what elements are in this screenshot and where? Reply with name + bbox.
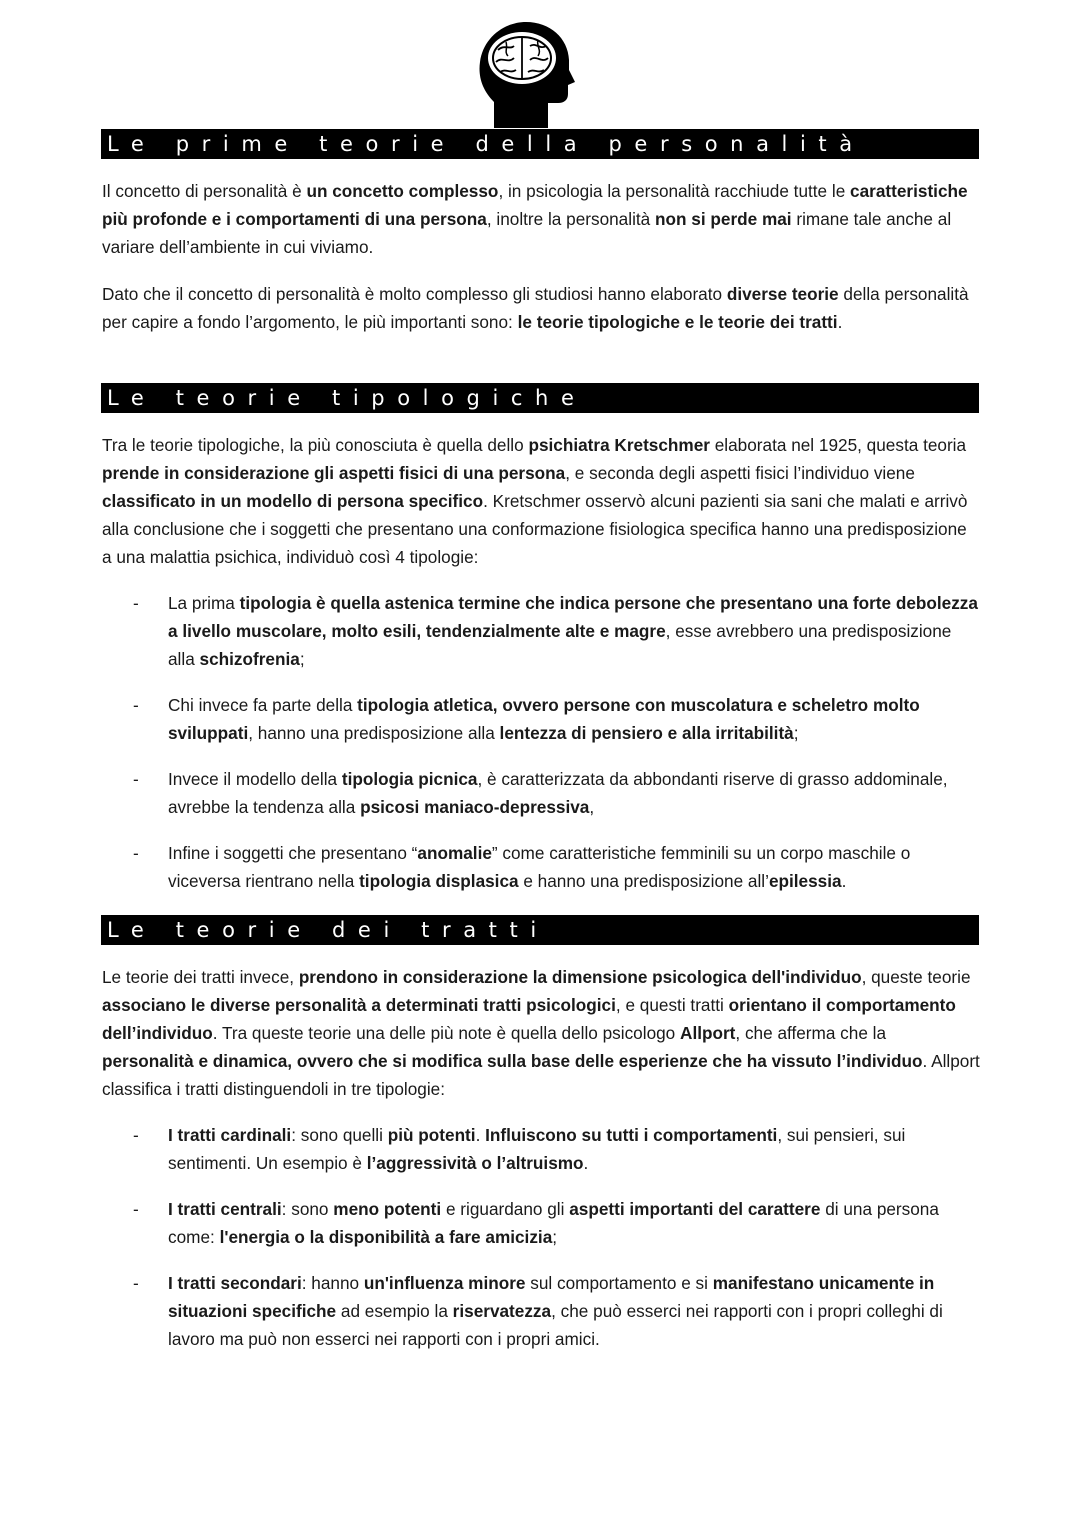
- bullet-list: [102, 1121, 980, 1371]
- bold-text: le teorie tipologiche e le teorie dei tratti: [517, 312, 838, 332]
- bold-text: diverse teorie: [726, 284, 839, 304]
- bold-text: non si perde mai: [655, 209, 792, 229]
- bold-text: più potenti: [387, 1125, 476, 1145]
- bold-text: Influiscono su tutti i comportamenti: [485, 1125, 778, 1145]
- bold-text: lentezza di pensiero e alla irritabilità: [499, 723, 794, 743]
- section-title-teorie-tipologiche: Le teorie tipologiche: [101, 383, 979, 413]
- bold-text: I tratti centrali: [168, 1199, 282, 1219]
- bold-text: classificato in un modello di persona specifico: [102, 491, 484, 511]
- bold-text: prende in considerazione gli aspetti fisici di una persona: [102, 463, 566, 483]
- bold-text: Allport: [680, 1023, 736, 1043]
- paragraph: Il concetto di personalità è un concetto complesso, in psicologia la personalità racchiude tutte le caratteristiche più profonde e i comportamenti di una persona, inoltre la personalità non si perde mai rimane tale anche al variare dell’ambiente in cui viviamo.: [102, 181, 968, 257]
- bold-text: tipologia picnica: [341, 769, 478, 789]
- list-item: - La prima tipologia è quella astenica termine che indica persone che presentano una forte debolezza a livello muscolare, molto esili, tendenzialmente alte e magre, esse avrebbero una predisposizione alla schizofrenia;: [102, 589, 980, 673]
- bold-text: psichiatra Kretschmer: [528, 435, 710, 455]
- dash-bullet-marker: -: [133, 1125, 139, 1145]
- brain-head-icon: [476, 20, 576, 128]
- bold-text: psicosi maniaco-depressiva: [360, 797, 590, 817]
- bold-text: orientano il comportamento dell’individuo: [102, 995, 956, 1043]
- dash-bullet-marker: -: [133, 1273, 139, 1293]
- bold-text: un'influenza minore: [363, 1273, 526, 1293]
- list-item: - Infine i soggetti che presentano “anomalie” come caratteristiche femminili su un corpo maschile o viceversa rientrano nella tipologia displasica e hanno una predisposizione all’epilessia.: [102, 839, 980, 895]
- bold-text: associano le diverse personalità a determinati tratti psicologici: [102, 995, 616, 1015]
- bold-text: anomalie: [417, 843, 492, 863]
- list-item: - Invece il modello della tipologia picnica, è caratterizzata da abbondanti riserve di grasso addominale, avrebbe la tendenza alla psicosi maniaco-depressiva,: [102, 765, 980, 821]
- paragraph: Le teorie dei tratti invece, prendono in considerazione la dimensione psicologica dell'individuo, queste teorie associano le diverse personalità a determinati tratti psicologici, e questi tratti orientano il comportamento dell’individuo. Tra queste teorie una delle più note è quella dello psicologo Allport, che afferma che la personalità e dinamica, ovvero che si modifica sulla base delle esperienze che ha vissuto l’individuo. Allport classifica i tratti distinguendoli in tre tipologie:: [102, 967, 980, 1099]
- list-item: - I tratti secondari: hanno un'influenza minore sul comportamento e si manifestano unicamente in situazioni specifiche ad esempio la riservatezza, che può esserci nei rapporti con i propri colleghi di lavoro ma può non esserci nei rapporti con i propri amici.: [102, 1269, 980, 1353]
- bold-text: tipologia displasica: [359, 871, 519, 891]
- paragraph: Dato che il concetto di personalità è molto complesso gli studiosi hanno elaborato diverse teorie della personalità per capire a fondo l’argomento, le più importanti sono: le teorie tipologiche e le teorie dei tratti.: [102, 284, 969, 332]
- bold-text: un concetto complesso: [306, 181, 499, 201]
- bold-text: l’aggressività o l’altruismo: [366, 1153, 584, 1173]
- bold-text: riservatezza: [452, 1301, 552, 1321]
- dash-bullet-marker: -: [133, 1199, 139, 1219]
- bold-text: schizofrenia: [199, 649, 300, 669]
- section-title-teorie-tratti: Le teorie dei tratti: [101, 915, 979, 945]
- list-item: - I tratti centrali: sono meno potenti e riguardano gli aspetti importanti del carattere di una persona come: l'energia o la disponibilità a fare amicizia;: [102, 1195, 980, 1251]
- dash-bullet-marker: -: [133, 769, 139, 789]
- dash-bullet-marker: -: [133, 593, 139, 613]
- bold-text: tipologia atletica, ovvero persone con muscolatura e scheletro molto sviluppati: [168, 695, 920, 743]
- bold-text: personalità e dinamica, ovvero che si modifica sulla base delle esperienze che ha vissuto l’individuo: [102, 1051, 923, 1071]
- bold-text: l'energia o la disponibilità a fare amicizia: [219, 1227, 553, 1247]
- dash-bullet-marker: -: [133, 695, 139, 715]
- bold-text: I tratti secondari: [168, 1273, 302, 1293]
- section-title-prime-teorie: Le prime teorie della personalità: [101, 129, 979, 159]
- dash-bullet-marker: -: [133, 843, 139, 863]
- brain-head-logo: [476, 20, 576, 128]
- bullet-list: [102, 589, 980, 913]
- bold-text: caratteristiche più profonde e i comportamenti di una persona: [102, 181, 968, 229]
- list-item: - I tratti cardinali: sono quelli più potenti. Influiscono su tutti i comportamenti, sui pensieri, sui sentimenti. Un esempio è l’aggressività o l’altruismo.: [102, 1121, 980, 1177]
- bold-text: meno potenti: [333, 1199, 442, 1219]
- bold-text: manifestano unicamente in situazioni specifiche: [168, 1273, 935, 1321]
- bold-text: aspetti importanti del carattere: [569, 1199, 821, 1219]
- bold-text: prendono in considerazione la dimensione psicologica dell'individuo: [298, 967, 862, 987]
- bold-text: I tratti cardinali: [168, 1125, 292, 1145]
- list-item: - Chi invece fa parte della tipologia atletica, ovvero persone con muscolatura e scheletro molto sviluppati, hanno una predisposizione alla lentezza di pensiero e alla irritabilità;: [102, 691, 980, 747]
- bold-text: epilessia: [768, 871, 842, 891]
- bold-text: tipologia è quella astenica termine che indica persone che presentano una forte debolezza a livello muscolare, molto esili, tendenzialmente alte e magre: [168, 593, 978, 641]
- paragraph: Tra le teorie tipologiche, la più conosciuta è quella dello psichiatra Kretschmer elaborata nel 1925, questa teoria prende in considerazione gli aspetti fisici di una persona, e seconda degli aspetti fisici l’individuo viene classificato in un modello di persona specifico. Kretschmer osservò alcuni pazienti sia sani che malati e arrivò alla conclusione che i soggetti che presentano una conformazione fisiologica specifica hanno una predisposizione a una malattia psichica, individuò così 4 tipologie:: [102, 435, 968, 567]
